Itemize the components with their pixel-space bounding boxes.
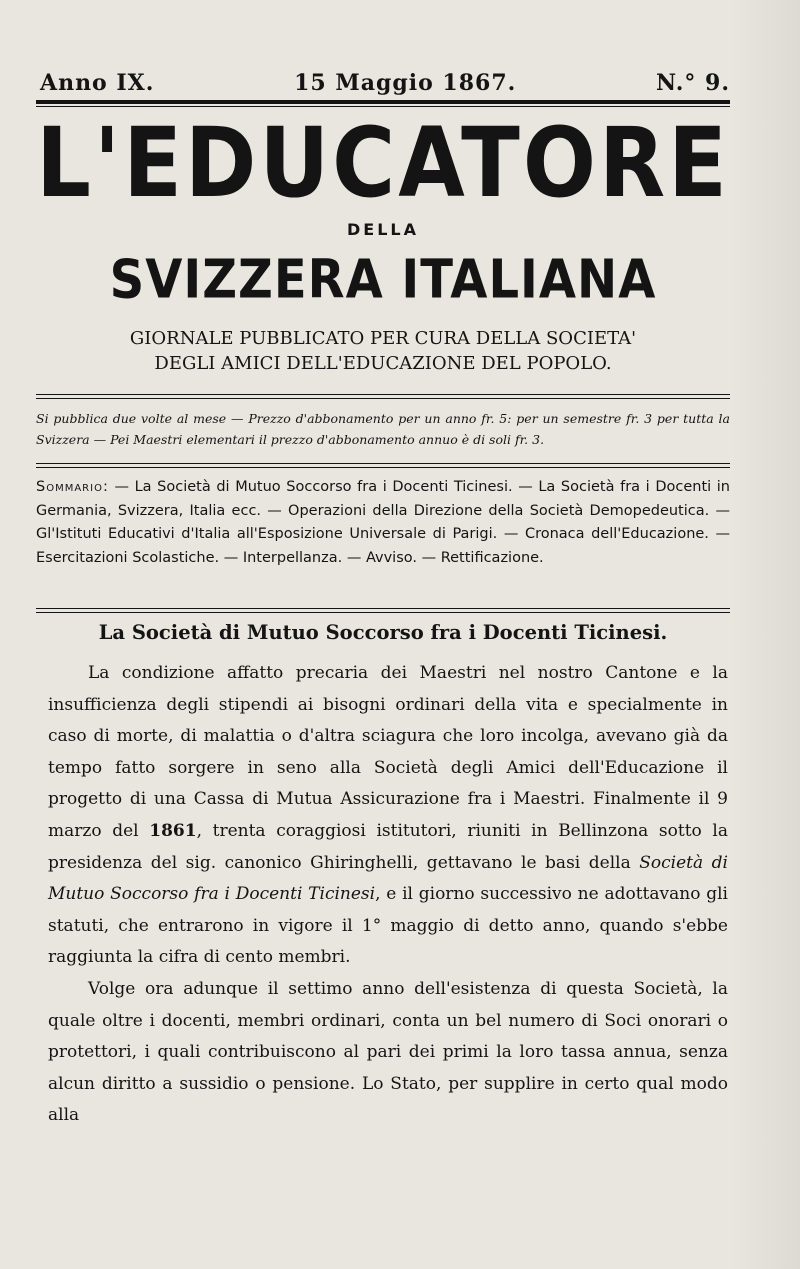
journal-subtitle: SVIZZERA ITALIANA: [109, 248, 657, 311]
society-name-italic: Società di Mutuo Soccorso fra i Docenti Ticinesi: [48, 852, 728, 905]
notice-rule-bottom: [36, 463, 730, 464]
notice-rule-top-2: [36, 398, 730, 399]
article-paragraph-2: Volge ora adunque il settimo anno dell'esistenza di questa Società, la quale oltre i docenti, membri ordinari, conta un bel numero di Soci onorari o protettori, i quali contribuiscono al pari dei primi la loro tassa annua, senza alcun diritto a sussidio o pensione. Lo Stato, per supplire in certo qual modo alla: [48, 978, 728, 1126]
journal-description: [36, 326, 730, 376]
summary-label: Sommario:: [36, 479, 109, 495]
article-paragraph-1: La condizione affatto precaria dei Maestri nel nostro Cantone e la insufficienza degli stipendi ai bisogni ordinari della vita e specialmente in caso di morte, di malattia o d'altra sciagura che loro incolga, avevano già da tempo fatto sorgere in seno alla Società degli Amici dell'Educazione il progetto di una Cassa di Mutua Assicurazione fra i Maestri. Finalmente il 9 marzo del 1861, trenta coraggiosi istitutori, riuniti in Bellinzona sotto la presidenza del sig. canonico Ghiringhelli, gettavano le basi della Società di Mutuo Soccorso fra i Docenti Ticinesi, e il giorno successivo ne adottavano gli statuti, che entrarono in vigore il 1° maggio di detto anno, quando s'ebbe raggiunta la cifra di cento membri.: [48, 663, 729, 968]
notice-rule-top: [36, 394, 730, 395]
description-line-1: GIORNALE PUBBLICATO PER CURA DELLA SOCIETA': [129, 328, 637, 349]
issue-year: Anno IX.: [40, 70, 155, 96]
description-line-2: DEGLI AMICI DELL'EDUCAZIONE DEL POPOLO.: [154, 353, 612, 374]
journal-title: L'EDUCATORE: [36, 107, 730, 220]
title-della: DELLA: [347, 220, 419, 239]
issue-date: 15 Maggio 1867.: [294, 70, 517, 96]
masthead-line: [40, 70, 730, 96]
subscription-notice: Si pubblica due volte al mese — Prezzo d'abbonamento per un anno fr. 5: per un semestre fr. 3 per tutta la Svizzera — Pei Maestri elementari il prezzo d'abbonamento annuo è di soli fr. 3.: [36, 411, 730, 447]
masthead-rule: [36, 100, 730, 104]
article-headline: La Società di Mutuo Soccorso fra i Docenti Ticinesi.: [98, 621, 668, 644]
notice-rule-bottom-2: [36, 467, 730, 468]
year-1861: 1861: [149, 820, 197, 841]
facing-page-bleed: [730, 0, 800, 1269]
summary-rule: [36, 608, 730, 609]
summary-block: [36, 476, 730, 570]
summary-text: — La Società di Mutuo Soccorso fra i Docenti Ticinesi. — La Società fra i Docenti in Germania, Svizzera, Italia ecc. — Operazioni della Direzione della Società Demopedeutica. — Gl'Istituti Educativi d'Italia all'Esposizione Universale di Parigi. — Cronaca dell'Educazione. — Esercitazioni Scolastiche. — Interpellanza. — Avviso. — Rettificazione.: [36, 479, 731, 566]
issue-number: N.° 9.: [656, 70, 730, 96]
article-body: [48, 658, 728, 1132]
summary-rule-2: [36, 612, 730, 613]
